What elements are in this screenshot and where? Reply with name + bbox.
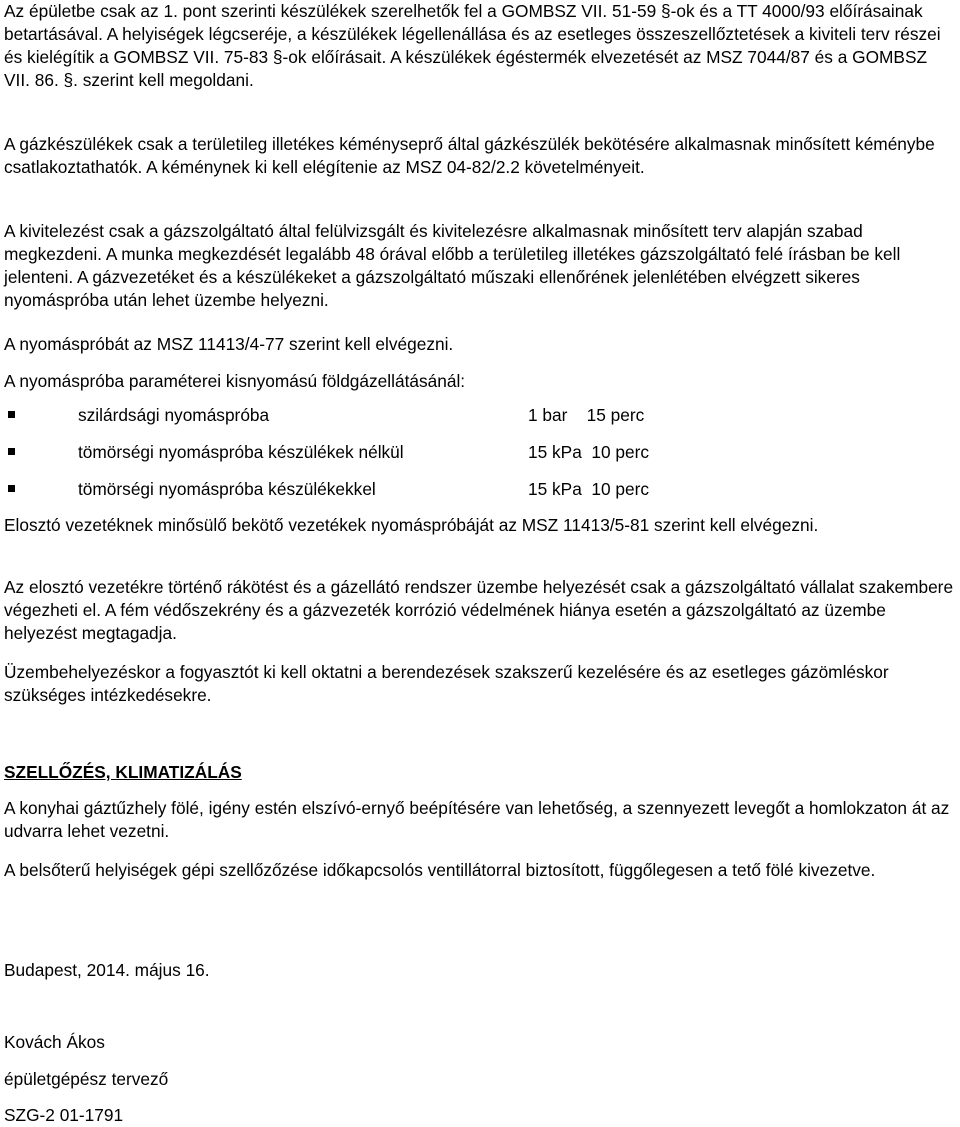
test-item	[4, 477, 954, 501]
test-label: szilárdsági nyomáspróba	[78, 405, 270, 425]
test-value: 15 kPa 10 perc	[528, 479, 650, 499]
test-item	[4, 440, 954, 464]
paragraph-commissioning: Üzembehelyezéskor a fogyasztót ki kell oktatni a berendezések szakszerű kezelésére és az esetleges gázömléskor szükséges intézkedésekre.	[4, 662, 889, 705]
test-value: 1 bar 15 perc	[528, 405, 645, 425]
test-item	[4, 403, 954, 427]
paragraph-kitchen-hood: A konyhai gáztűzhely fölé, igény estén elszívó-ernyő beépítésére van lehetőség, a szennyezett levegőt a homlokzaton át az udvarra lehet vezetni.	[4, 798, 950, 841]
paragraph-pressure-test-standard: A nyomáspróbát az MSZ 11413/4-77 szerint kell elvégezni.	[4, 334, 454, 354]
paragraph-pressure-test-parameters: A nyomáspróba paraméterei kisnyomású földgázellátásánál:	[4, 371, 466, 391]
paragraph-regulations: Az épületbe csak az 1. pont szerinti készülékek szerelhetők fel a GOMBSZ VII. 51-59 §-ok és a TT 4000/93 előírásainak betartásával. A helyiségek légcseréje, a készülékek légellenállása és az esetleges összeszellőztetések a kiviteli terv részei és kielégítik a GOMBSZ VII. 75-83 §-ok előírásait. A készülékek égéstermék elvezetését az MSZ 7044/87 és a GOMBSZ VII. 86. §. szerint kell megoldani.	[4, 1, 941, 90]
test-value: 15 kPa 10 perc	[528, 442, 650, 462]
place-date: Budapest, 2014. május 16.	[4, 960, 210, 980]
square-bullet-icon	[8, 485, 15, 492]
paragraph-distribution-pipe: Elosztó vezetéknek minősülő bekötő vezetékek nyomáspróbáját az MSZ 11413/5-81 szerint kell elvégezni.	[4, 515, 819, 535]
section-heading: SZELLŐZÉS, KLIMATIZÁLÁS	[4, 762, 242, 782]
signer-id: SZG-2 01-1791	[4, 1105, 124, 1125]
paragraph-mechanical-ventilation: A belsőterű helyiségek gépi szellőzőzése időkapcsolós ventillátorral biztosított, függőlegesen a tető fölé kivezetve.	[4, 860, 876, 880]
signer-name: Kovách Ákos	[4, 1032, 105, 1052]
square-bullet-icon	[8, 448, 15, 455]
test-label: tömörségi nyomáspróba készülékek nélkül	[78, 442, 404, 462]
test-label: tömörségi nyomáspróba készülékekkel	[78, 479, 376, 499]
paragraph-chimney: A gázkészülékek csak a területileg illetékes kéményseprő által gázkészülék bekötésére alkalmasnak minősített kéménybe csatlakoztathatók. A kéménynek ki kell elégítenie az MSZ 04-82/2.2 követelményeit.	[4, 134, 935, 177]
paragraph-connection: Az elosztó vezetékre történő rákötést és a gázellátó rendszer üzembe helyezését csak a gázszolgáltató vállalat szakembere végezheti el. A fém védőszekrény és a gázvezeték korrózió védelmének hiánya esetén a gázszolgáltató az üzembe helyezést megtagadja.	[4, 577, 954, 643]
signer-title: épületgépész tervező	[4, 1069, 169, 1089]
square-bullet-icon	[8, 411, 15, 418]
paragraph-execution: A kivitelezést csak a gázszolgáltató által felülvizsgált és kivitelezésre alkalmasnak minősített terv alapján szabad megkezdeni. A munka megkezdését legalább 48 órával előbb a területileg illetékes gázszolgáltató felé írásban be kell jelenteni. A gázvezetéket és a készülékeket a gázszolgáltató műszaki ellenőrének jelenlétében elvégzett sikeres nyomáspróba után lehet üzembe helyezni.	[4, 221, 901, 310]
